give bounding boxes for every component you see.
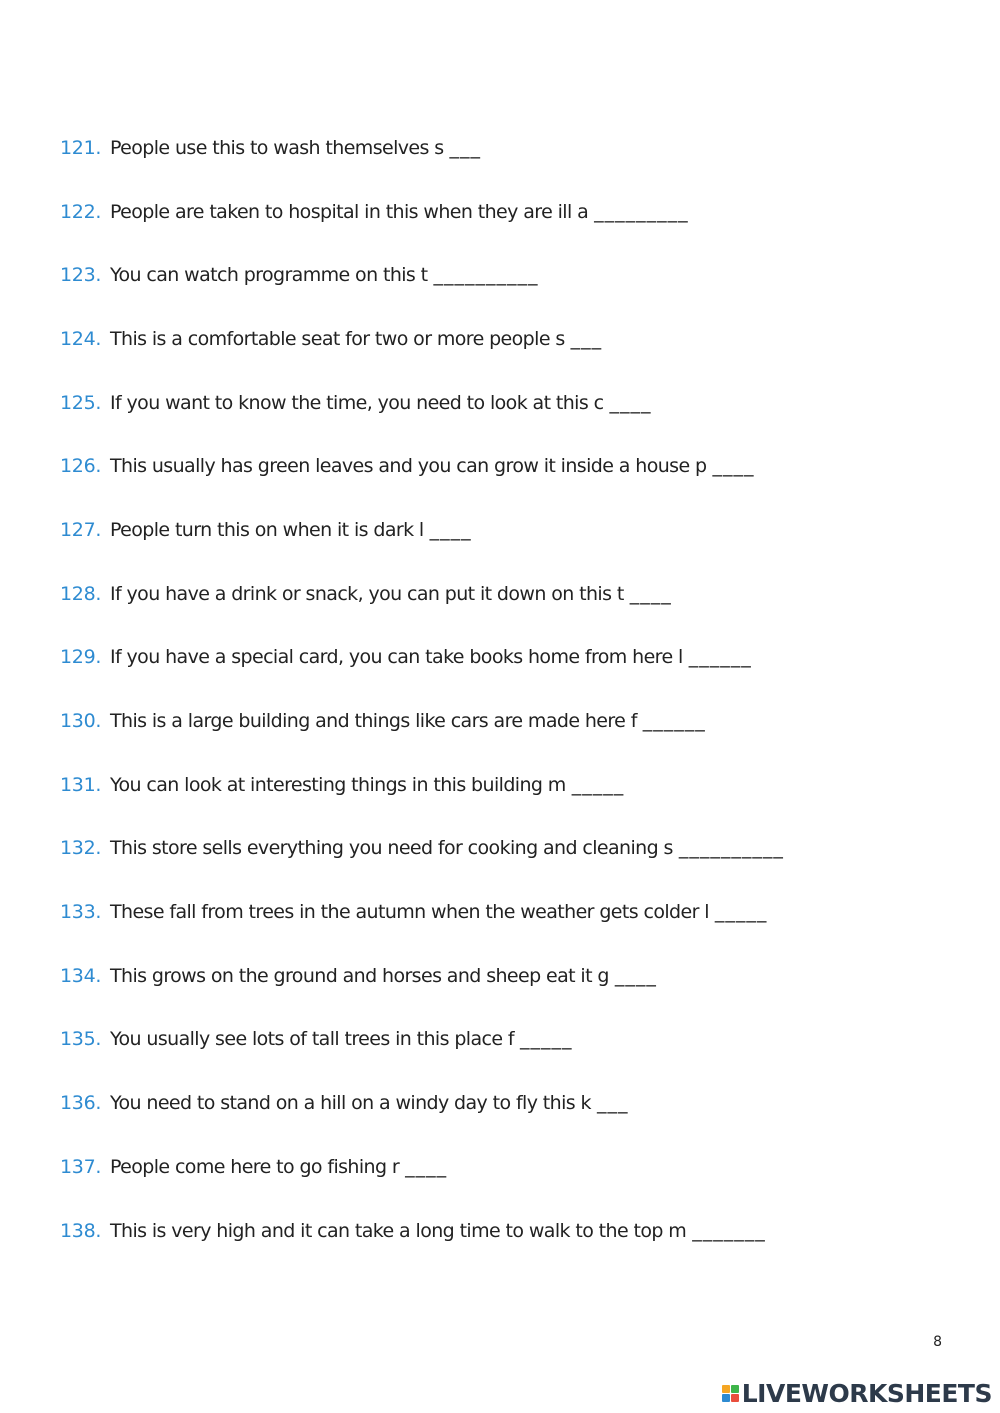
brand-logo[interactable] (722, 1378, 992, 1408)
answer-blank[interactable]: _____ (714, 901, 768, 924)
answer-blank[interactable]: ___ (449, 136, 482, 159)
question-list (60, 116, 960, 1262)
question-item (60, 880, 960, 944)
brand-name: LIVEWORKSHEETS (741, 1378, 992, 1408)
question-text: This is very high and it can take a long time to walk to the top m (110, 1219, 687, 1242)
question-number: 134. (60, 964, 102, 987)
question-text: This store sells everything you need for cooking and cleaning s (110, 837, 673, 860)
answer-blank[interactable]: ____ (629, 582, 672, 605)
question-item (60, 371, 960, 435)
page-number: 8 (933, 1334, 942, 1350)
question-item (60, 753, 960, 817)
answer-blank[interactable]: ____ (614, 964, 657, 987)
question-text: You can watch programme on this t (110, 264, 428, 287)
answer-blank[interactable]: ___ (570, 327, 603, 350)
question-text: This is a large building and things like cars are made here f (110, 710, 637, 733)
question-text: If you want to know the time, you need to look at this c (110, 391, 604, 414)
question-item (60, 944, 960, 1008)
question-number: 124. (60, 327, 102, 350)
answer-blank[interactable]: __________ (678, 837, 784, 860)
question-text: You can look at interesting things in this building m (110, 773, 566, 796)
question-text: These fall from trees in the autumn when the weather gets colder l (110, 901, 709, 924)
question-text: This is a comfortable seat for two or more people s (110, 327, 565, 350)
question-number: 135. (60, 1028, 102, 1051)
question-item (60, 1071, 960, 1135)
question-number: 122. (60, 200, 102, 223)
liveworksheets-logo-icon (722, 1385, 739, 1402)
answer-blank[interactable]: ___ (596, 1092, 629, 1115)
question-item (60, 1008, 960, 1072)
question-number: 126. (60, 455, 102, 478)
question-number: 121. (60, 136, 102, 159)
question-item (60, 562, 960, 626)
question-number: 133. (60, 901, 102, 924)
question-number: 125. (60, 391, 102, 414)
answer-blank[interactable]: __________ (433, 264, 539, 287)
question-text: This grows on the ground and horses and sheep eat it g (110, 964, 609, 987)
question-number: 131. (60, 773, 102, 796)
question-item (60, 817, 960, 881)
question-text: If you have a drink or snack, you can put it down on this t (110, 582, 624, 605)
answer-blank[interactable]: _____ (520, 1028, 573, 1051)
question-item (60, 498, 960, 562)
question-item (60, 626, 960, 690)
answer-blank[interactable]: _________ (594, 200, 689, 223)
question-text: This usually has green leaves and you can grow it inside a house p (110, 455, 707, 478)
question-number: 130. (60, 710, 102, 733)
question-text: If you have a special card, you can take books home from here l (110, 646, 683, 669)
question-number: 137. (60, 1155, 102, 1178)
question-number: 136. (60, 1092, 102, 1115)
question-number: 138. (60, 1219, 102, 1242)
question-text: You need to stand on a hill on a windy day to fly this k (110, 1092, 591, 1115)
question-text: People come here to go fishing r (110, 1155, 400, 1178)
question-number: 132. (60, 837, 102, 860)
question-item (60, 116, 960, 180)
answer-blank[interactable]: ____ (609, 391, 652, 414)
question-number: 128. (60, 582, 102, 605)
question-number: 127. (60, 518, 102, 541)
question-number: 129. (60, 646, 102, 669)
answer-blank[interactable]: ____ (405, 1155, 448, 1178)
question-item (60, 307, 960, 371)
question-text: People use this to wash themselves s (110, 136, 444, 159)
question-text: People are taken to hospital in this when they are ill a (110, 200, 589, 223)
question-item (60, 243, 960, 307)
answer-blank[interactable]: _______ (692, 1219, 766, 1242)
question-item (60, 689, 960, 753)
answer-blank[interactable]: ____ (712, 455, 755, 478)
answer-blank[interactable]: _____ (571, 773, 625, 796)
question-item (60, 1199, 960, 1263)
question-text: You usually see lots of tall trees in this place f (110, 1028, 514, 1051)
question-text: People turn this on when it is dark l (110, 518, 424, 541)
answer-blank[interactable]: ______ (642, 710, 706, 733)
question-item (60, 1135, 960, 1199)
question-number: 123. (60, 264, 102, 287)
question-item (60, 434, 960, 498)
answer-blank[interactable]: ______ (688, 646, 752, 669)
question-item (60, 180, 960, 244)
answer-blank[interactable]: ____ (429, 518, 472, 541)
